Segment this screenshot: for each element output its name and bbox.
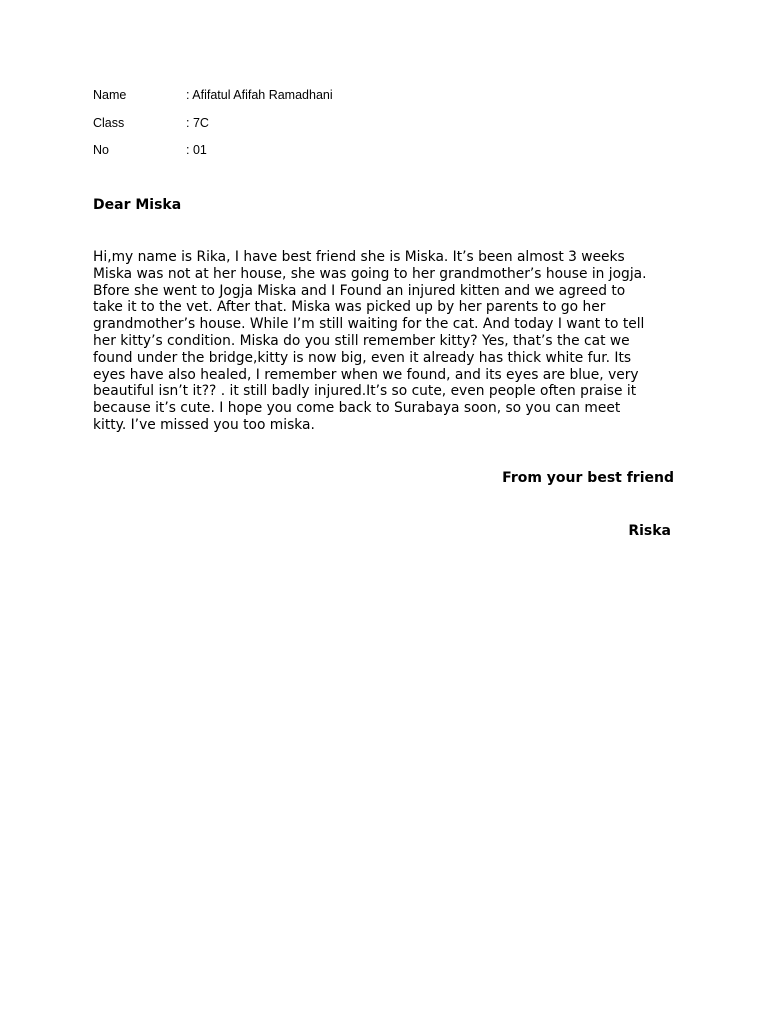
class-label: Class — [93, 116, 125, 130]
class-value: : 7C — [186, 116, 209, 130]
number-value: : 01 — [186, 143, 207, 157]
number-label: No — [93, 143, 109, 157]
name-label: Name — [93, 88, 127, 102]
letter-closing: From your best friend — [502, 470, 674, 486]
body-line: found under the bridge,kitty is now big, even it already has thick white fur. Its — [93, 349, 632, 366]
body-line: because it’s cute. I hope you come back to Surabaya soon, so you can meet — [93, 400, 621, 417]
body-line: Miska was not at her house, she was going to her grandmother’s house in jogja. — [93, 265, 647, 282]
body-line: eyes have also healed, I remember when we found, and its eyes are blue, very — [93, 366, 639, 383]
body-line: take it to the vet. After that. Miska was picked up by her parents to go her — [93, 299, 606, 316]
body-line: her kitty’s condition. Miska do you still remember kitty? Yes, that’s the cat we — [93, 332, 630, 349]
body-line: grandmother’s house. While I’m still waiting for the cat. And today I want to tell — [93, 316, 645, 333]
body-line: beautiful isn’t it?? . it still badly injured.It’s so cute, even people often praise it — [93, 383, 637, 400]
letter-body — [93, 249, 693, 434]
name-value: : Afifatul Afifah Ramadhani — [186, 88, 333, 102]
body-line: Hi,my name is Rika, I have best friend she is Miska. It’s been almost 3 weeks — [93, 249, 625, 265]
class-row — [93, 116, 209, 131]
body-line: Bfore she went to Jogja Miska and I Found an injured kitten and we agreed to — [93, 282, 626, 299]
letter-greeting: Dear Miska — [93, 197, 182, 213]
body-line: kitty. I’ve missed you too miska. — [93, 416, 315, 433]
name-row — [93, 88, 333, 103]
letter-signature: Riska — [628, 523, 671, 539]
number-row — [93, 143, 207, 158]
